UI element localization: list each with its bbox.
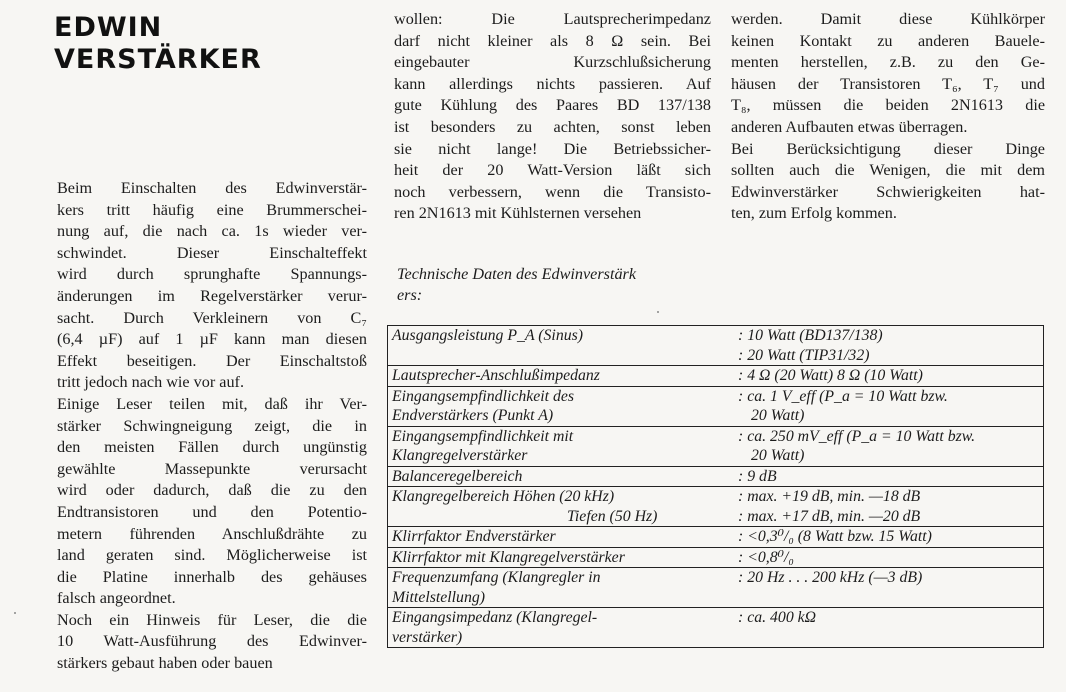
spec-label xyxy=(388,426,727,466)
spec-row xyxy=(388,466,1044,487)
text-line: stärker Schwingneigung zeigt, die in xyxy=(57,416,367,435)
spec-label-line: Eingangsempfindlichkeit mit xyxy=(392,427,574,445)
spec-value-line: : max. +17 dB, min. —20 dB xyxy=(738,507,921,525)
spec-label xyxy=(388,568,727,608)
text-line: heit der 20 Watt-Version läßt sich xyxy=(394,161,711,180)
spec-value xyxy=(726,386,1044,426)
spec-label xyxy=(388,608,727,648)
text-line: änderungen im Regelverstärker verur- xyxy=(57,286,367,305)
text-line: gewählte Massepunkte verursacht xyxy=(57,459,367,478)
spec-label-line: Klirrfaktor Endverstärker xyxy=(392,528,556,545)
title-line: VERSTÄRKER xyxy=(54,44,262,75)
text-line: keinen Kontakt zu anderen Bauele- xyxy=(731,31,1045,50)
spec-value-line: : 20 Hz . . . 200 kHz (—3 dB) xyxy=(738,569,923,586)
text-line: gute Kühlung des Paares BD 137/138 xyxy=(394,96,711,115)
text-line: stärkers gebaut haben oder bauen xyxy=(57,654,273,673)
text-line: darf nicht kleiner als 8 Ω sein. Bei xyxy=(394,31,711,50)
spec-value-line: : 4 Ω (20 Watt) 8 Ω (10 Watt) xyxy=(738,367,923,384)
spec-row xyxy=(388,487,1044,527)
spec-value xyxy=(726,366,1044,387)
text-line: (6,4 µF) auf 1 µF kann man diesen xyxy=(57,330,367,349)
text-line: Effekt beseitigen. Der Einschaltstoß xyxy=(57,351,367,370)
text-line: sacht. Durch Verkleinern von C₇ xyxy=(57,308,367,327)
specs-table xyxy=(387,325,1044,648)
spec-value xyxy=(726,466,1044,487)
text-line: schwindet. Dieser Einschalteffekt xyxy=(57,243,367,262)
text-line: noch verbessern, wenn die Transisto- xyxy=(394,182,711,201)
spec-value-line: : <0,8⁰/₀ xyxy=(738,548,794,566)
text-line: werden. Damit diese Kühlkörper xyxy=(731,10,1045,28)
text-line: wollen: Die Lautsprecherimpedanz xyxy=(394,10,711,28)
text-line: kann allerdings nichts passieren. Auf xyxy=(394,74,711,93)
specs-heading xyxy=(397,264,727,306)
spec-value xyxy=(726,527,1044,548)
spec-label-line: Ausgangsleistung P_A (Sinus) xyxy=(392,327,584,344)
text-line: nung auf, die nach ca. 1s wieder ver- xyxy=(57,222,367,241)
scan-speck xyxy=(657,311,659,313)
text-line: land geraten sind. Möglicherweise ist xyxy=(57,546,367,565)
text-line: tritt jedoch nach wie vor auf. xyxy=(57,373,244,392)
spec-row xyxy=(388,366,1044,387)
text-line: häusen der Transistoren T₆, T₇ und xyxy=(731,74,1045,93)
spec-label xyxy=(388,487,727,527)
text-line: eingebauter Kurzschlußsicherung xyxy=(394,53,711,72)
spec-label-line: verstärker) xyxy=(392,628,463,646)
text-line: T₈, müssen die beiden 2N1613 die xyxy=(731,96,1045,115)
spec-row xyxy=(388,386,1044,426)
scan-speck xyxy=(14,612,16,614)
text-line: ten, zum Erfolg kommen. xyxy=(731,204,897,223)
spec-row xyxy=(388,547,1044,568)
spec-label-line: Eingangsempfindlichkeit des xyxy=(392,387,575,405)
text-line: Edwinverstärker Schwierigkeiten hat- xyxy=(731,182,1045,201)
spec-value-line: : 20 Watt (TIP31/32) xyxy=(738,346,870,364)
spec-value-line: : 9 dB xyxy=(738,467,777,485)
spec-label-line: Lautsprecher-Anschlußimpedanz xyxy=(392,367,600,384)
spec-row xyxy=(388,608,1044,648)
spec-label xyxy=(388,386,727,426)
text-line: wird durch sprunghafte Spannungs- xyxy=(57,265,367,284)
spec-label-line xyxy=(392,346,722,366)
spec-label xyxy=(388,466,727,487)
spec-label xyxy=(388,366,727,387)
spec-row xyxy=(388,527,1044,548)
text-line: den meisten Fällen durch ungünstig xyxy=(57,438,367,457)
text-line: 10 Watt-Ausführung des Edwinver- xyxy=(57,632,367,651)
heading-line: Technische Daten des Edwinverstärk xyxy=(397,265,637,283)
spec-value-line: : ca. 1 V_eff (P_a = 10 Watt bzw. xyxy=(738,387,948,405)
spec-label-line: Frequenzumfang (Klangregler in xyxy=(392,569,601,586)
spec-label-line: Endverstärkers (Punkt A) xyxy=(392,407,554,424)
spec-row xyxy=(388,426,1044,466)
text-line: sollten auch die Wenigen, die mit dem xyxy=(731,161,1045,180)
text-line: anderen Aufbauten etwas überragen. xyxy=(731,117,968,136)
spec-label-line: Klangregelbereich Höhen (20 kHz) xyxy=(392,488,615,505)
text-column-1 xyxy=(57,178,367,675)
text-line: Bei Berücksichtigung dieser Dinge xyxy=(731,139,1045,158)
text-line: wird oder dadurch, daß die zu den xyxy=(57,481,367,500)
text-line: ist besonders zu achten, sonst leben xyxy=(394,117,711,136)
spec-label-line: Balanceregelbereich xyxy=(392,467,523,485)
spec-label-line: Klirrfaktor mit Klangregelverstärker xyxy=(392,548,625,566)
text-line: ren 2N1613 mit Kühlsternen versehen xyxy=(394,204,642,223)
text-line: metern führenden Anschlußdrähte zu xyxy=(57,524,367,543)
text-line: Endtransistoren und den Potentio- xyxy=(57,502,367,521)
spec-value-line: : max. +19 dB, min. —18 dB xyxy=(738,488,921,505)
spec-value xyxy=(726,487,1044,527)
spec-label-line: Klangregelverstärker xyxy=(392,447,528,464)
spec-value-line: 20 Watt) xyxy=(751,407,805,424)
spec-label-line: Tiefen (50 Hz) xyxy=(567,507,658,525)
heading-line: ers: xyxy=(397,286,423,304)
text-line: sie nicht lange! Die Betriebssicher- xyxy=(394,139,711,158)
spec-value xyxy=(726,547,1044,568)
spec-label-line: Mittelstellung) xyxy=(392,588,486,606)
title-line: EDWIN xyxy=(54,12,163,43)
text-column-2 xyxy=(394,9,711,225)
spec-row xyxy=(388,568,1044,608)
text-line: kers tritt häufig eine Brummerschei- xyxy=(57,200,367,219)
spec-value-line: : ca. 250 mV_eff (P_a = 10 Watt bzw. xyxy=(738,427,976,445)
text-line: falsch angeordnet. xyxy=(57,589,176,608)
spec-value-line: : 10 Watt (BD137/138) xyxy=(738,327,883,344)
spec-label-line: Eingangsimpedanz (Klangregel- xyxy=(392,609,598,626)
spec-row xyxy=(388,326,1044,366)
article-title xyxy=(54,12,262,76)
spec-label xyxy=(388,547,727,568)
spec-value xyxy=(726,568,1044,608)
spec-label xyxy=(388,527,727,548)
spec-value xyxy=(726,608,1044,648)
text-line: Noch ein Hinweis für Leser, die die xyxy=(57,610,367,629)
text-line: menten herstellen, z.B. zu den Ge- xyxy=(731,53,1045,72)
spec-value xyxy=(726,326,1044,366)
text-column-3 xyxy=(731,9,1045,225)
spec-value-line: : ca. 400 kΩ xyxy=(738,609,817,626)
text-line: Einige Leser teilen mit, daß ihr Ver- xyxy=(57,394,367,413)
spec-label xyxy=(388,326,727,366)
spec-value-line: : <0,3⁰/₀ (8 Watt bzw. 15 Watt) xyxy=(738,528,932,545)
spec-value-line: 20 Watt) xyxy=(751,447,805,464)
spec-value xyxy=(726,426,1044,466)
text-line: die Platine innerhalb des gehäuses xyxy=(57,567,367,586)
text-line: Beim Einschalten des Edwinverstär- xyxy=(57,179,367,197)
